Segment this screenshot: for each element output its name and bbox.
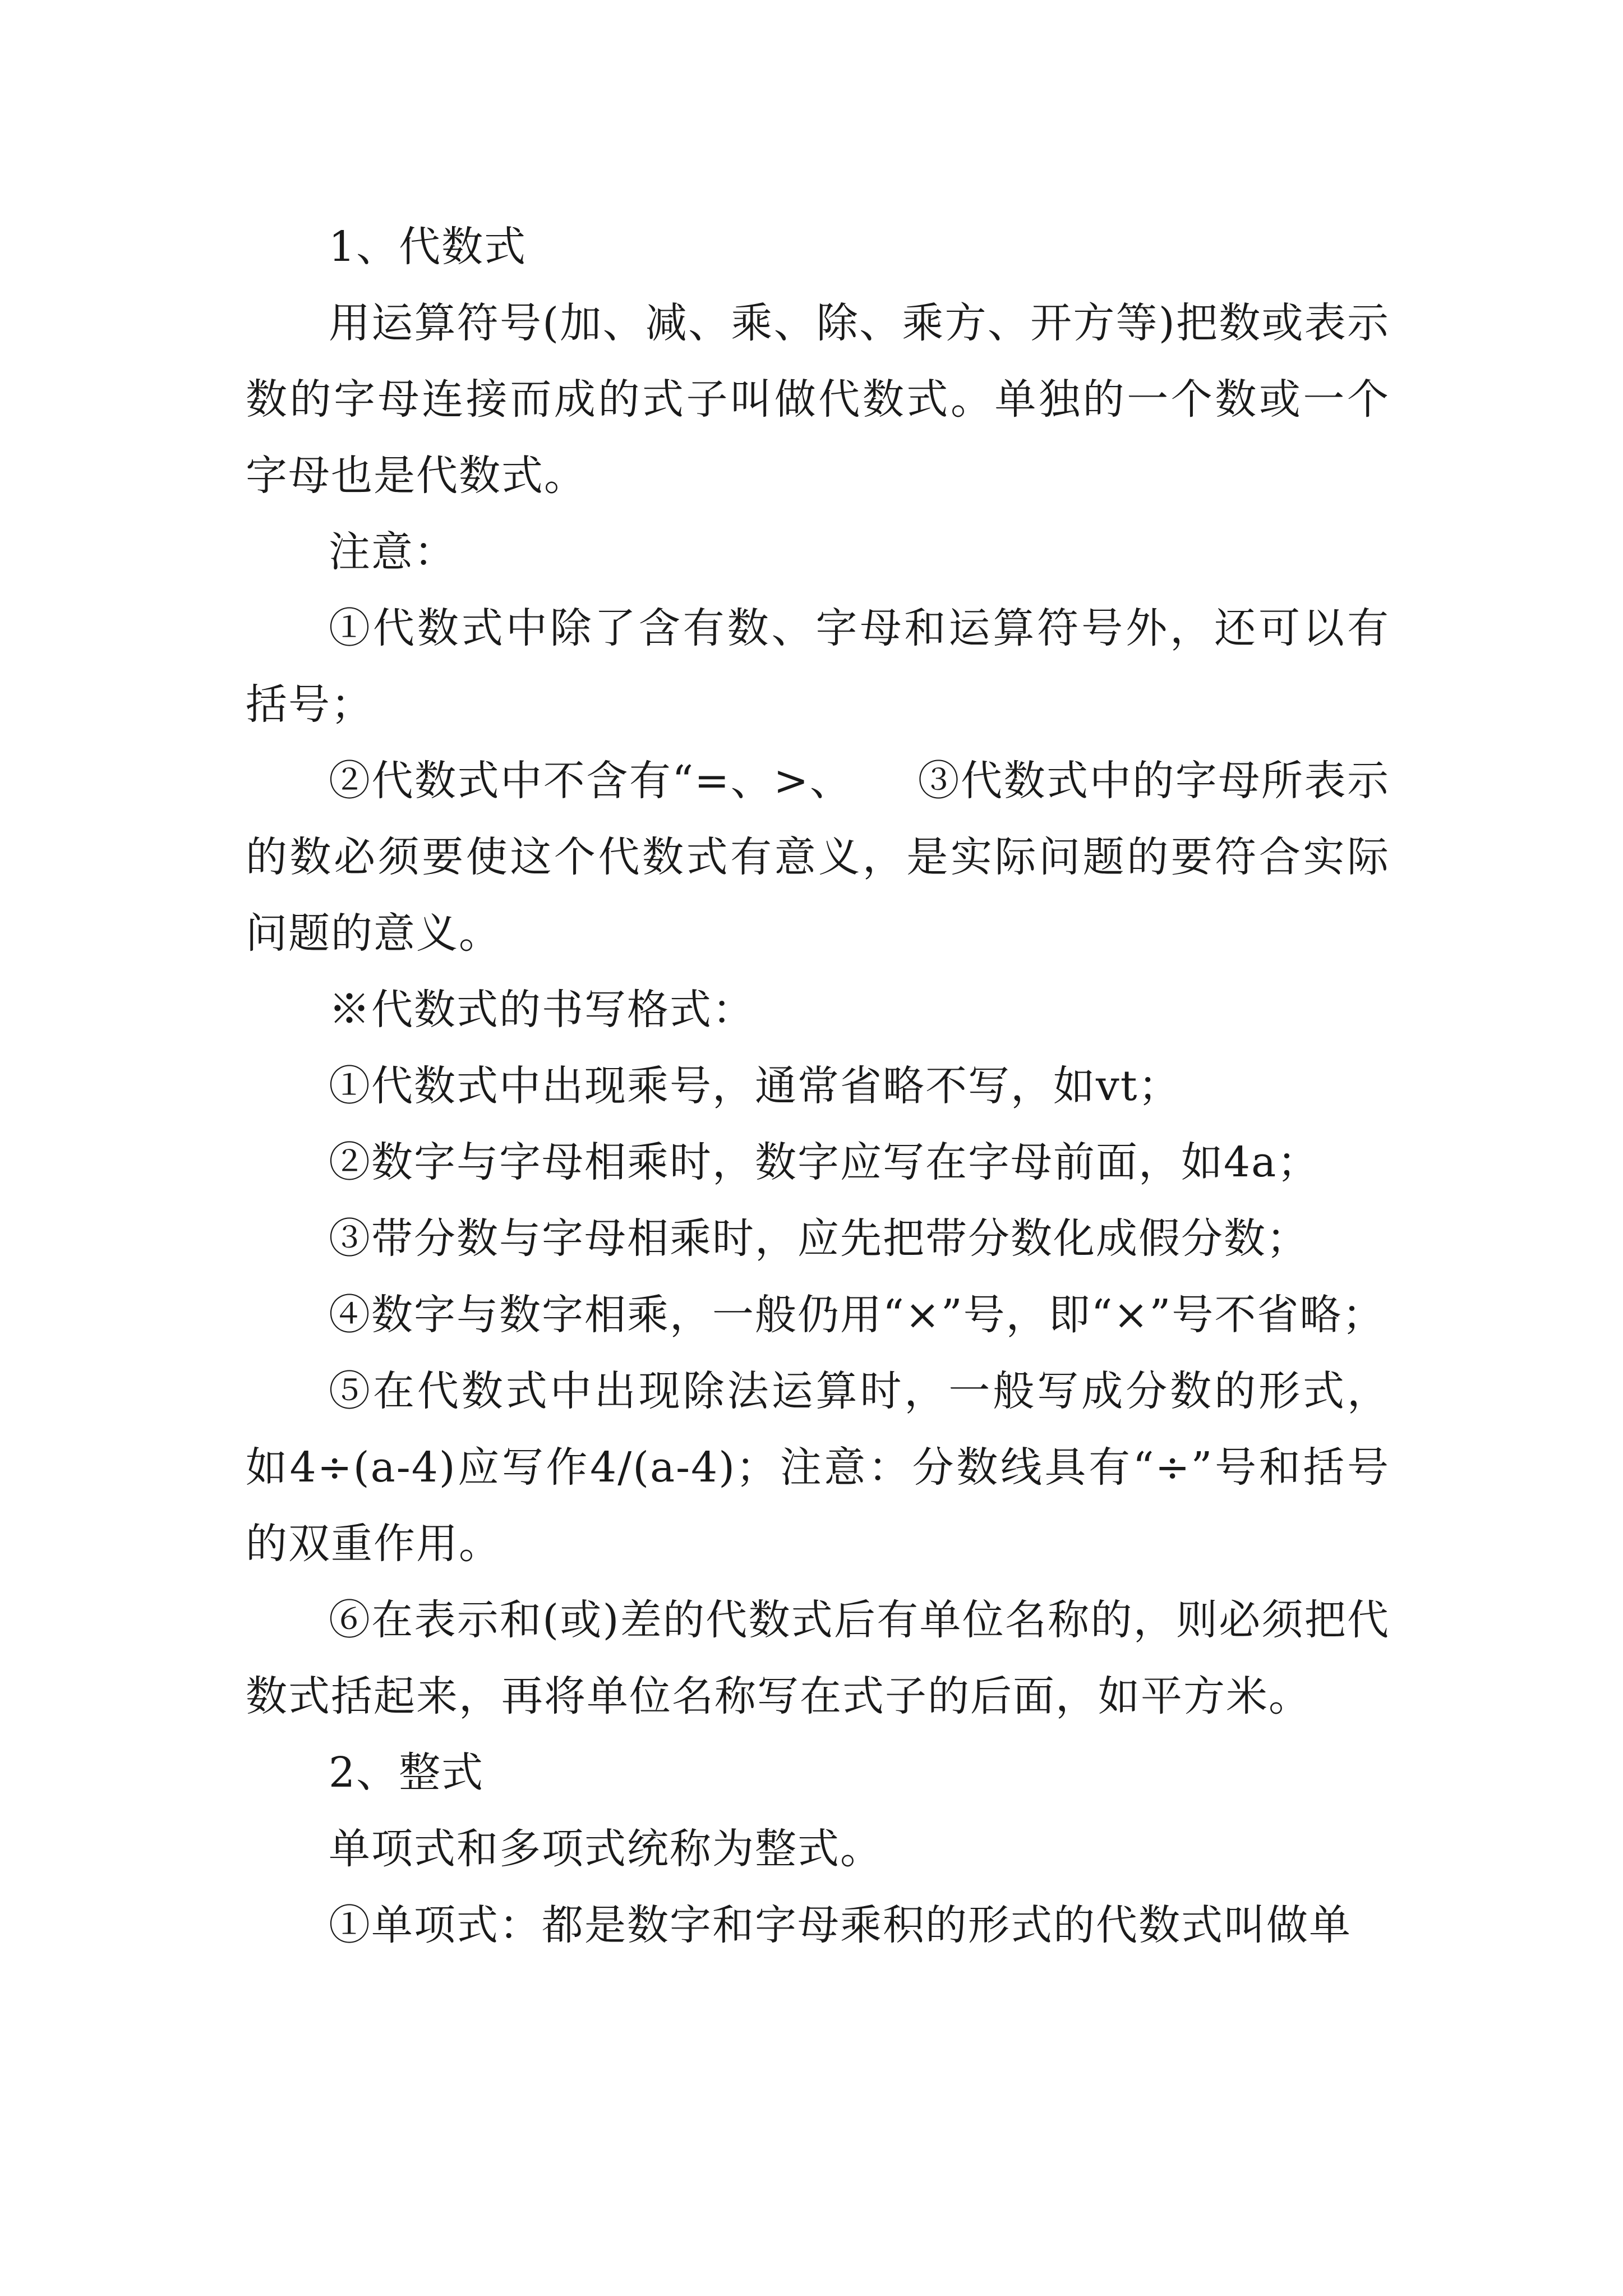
note-heading: 注意：	[329, 528, 457, 576]
monomial-definition: ①单项式：都是数字和字母乘积的形式的代数式叫做单	[329, 1901, 1352, 1949]
format-rule-5: ⑤在代数式中出现除法运算时，一般写成分数的形式，如4÷(a-4)应写作4/(a-4)；注意：分数线具有“÷”号和括号的双重作用。	[246, 1367, 1390, 1568]
format-rule-4: ④数字与数字相乘，一般仍用“×”号，即“×”号不省略；	[329, 1291, 1385, 1339]
section-heading-algebraic-expression: 1、代数式	[329, 223, 527, 271]
definition-paragraph: 用运算符号(加、减、乘、除、乘方、开方等)把数或表示数的字母连接而成的式子叫做代数式。单独的一个数或一个字母也是代数式。	[246, 299, 1390, 500]
note-item-1: ①代数式中除了含有数、字母和运算符号外，还可以有括号；	[246, 604, 1390, 729]
note-item-2-3: ②代数式中不含有“=、>、 ③代数式中的字母所表示的数必须要使这个代数式有意义，是实际问题的要符合实际问题的意义。	[246, 757, 1390, 958]
writing-format-heading: ※代数式的书写格式：	[329, 986, 755, 1034]
format-rule-3: ③带分数与字母相乘时，应先把带分数化成假分数；	[329, 1214, 1309, 1263]
format-rule-2: ②数字与字母相乘时，数字应写在字母前面，如4a；	[329, 1138, 1320, 1186]
section-heading-polynomial: 2、整式	[329, 1749, 485, 1797]
format-rule-6: ⑥在表示和(或)差的代数式后有单位名称的，则必须把代数式括起来，再将单位名称写在式子的后面，如平方米。	[246, 1596, 1390, 1720]
format-rule-1: ①代数式中出现乘号，通常省略不写，如vt；	[329, 1062, 1181, 1110]
document-body	[246, 209, 1390, 1963]
polynomial-definition: 单项式和多项式统称为整式。	[329, 1825, 883, 1873]
